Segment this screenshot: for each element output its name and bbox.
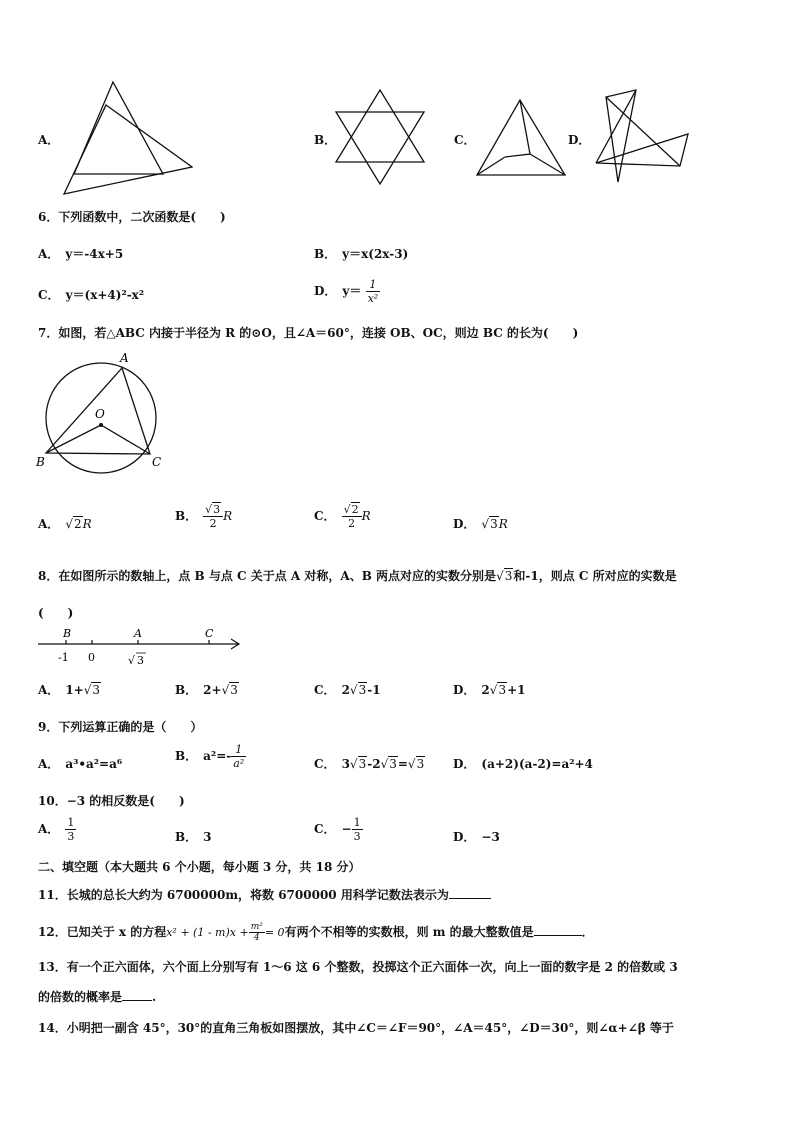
q13-answer-blank[interactable] (122, 988, 152, 1001)
q5-figure-c (475, 97, 570, 179)
q6-option-d: D． y＝ $\frac{1}{\text{x²}}$ (314, 278, 379, 305)
q7-option-a: A． √2R (38, 517, 92, 531)
q8-point-b: B (63, 627, 72, 640)
q9-option-b: B． a²=- $\frac{1}{\text{a²}}$ (175, 743, 245, 770)
q8-stem: 8．在如图所示的数轴上，点 B 与点 C 关于点 A 对称，A、B 两点对应的实数分别是√3和-1，则点 C 所对应的实数是 (38, 569, 677, 583)
q8-tick-sqrt3: 3 (137, 654, 144, 667)
q8-point-a: A (134, 627, 142, 640)
q9-stem: 9．下列运算正确的是（ ） (38, 720, 203, 734)
q11-answer-blank[interactable] (449, 886, 491, 899)
q7-label-b: B (36, 455, 45, 469)
q13-line1: 13．有一个正六面体，六个面上分别写有 1～6 这 6 个整数，投掷这个正六面体一次，向上一面的数字是 2 的倍数或 3 (38, 960, 678, 974)
q5-option-c-label: C． (454, 133, 476, 147)
q5-figure-b (332, 88, 432, 186)
q9-option-c: C． 3√3-2√3=√3 (314, 757, 425, 771)
q9-option-d: D． (a+2)(a-2)=a²+4 (453, 757, 593, 771)
section-heading: 二、填空题（本大题共 6 个小题，每小题 3 分，共 18 分） (38, 860, 361, 874)
q7-option-b: B． $\frac{√3}{2}$ R (175, 503, 233, 530)
q5-figure-a (58, 80, 193, 198)
q6-option-c: C． y＝(x+4)²-x² (38, 288, 145, 302)
q6-d-fraction: $\frac{1}{\text{x²}}$ (367, 278, 379, 305)
q8-option-c: C． 2√3-1 (314, 683, 381, 697)
q8-tick-neg1: -1 (58, 651, 69, 664)
q6-option-b: B． y＝x(2x-3) (314, 247, 409, 261)
q5-figure-d (592, 88, 692, 186)
q7-stem: 7．如图，若△ABC 内接于半径为 R 的⊙O，且∠A＝60°，连接 OB、OC，则边 BC 的长为( ) (38, 326, 579, 340)
q10-option-b: B． 3 (175, 830, 212, 844)
q11: 11．长城的总长大约为 6700000m，将数 6700000 用科学记数法表示为 (38, 886, 491, 903)
q5-option-b-label: B． (314, 133, 337, 147)
q8-point-c: C (205, 627, 214, 640)
q8-tick-zero: 0 (88, 651, 95, 664)
q10-stem: 10．−3 的相反数是( ) (38, 794, 185, 808)
q7-option-d: D． √3R (453, 517, 508, 531)
q14: 14．小明把一副含 45°，30°的直角三角板如图摆放，其中∠C＝∠F＝90°，∠A＝45°，∠D＝30°，则∠α+∠β 等于 (38, 1021, 674, 1035)
q8-paren: ( ) (38, 606, 74, 620)
q8-number-line (36, 624, 246, 670)
q7-label-a: A (120, 351, 129, 365)
q12: 12．已知关于 x 的方程x² + (1 - m)x + $\frac{\text{m²}}{4}$ = 0有两个不相等的实数根，则 m 的最大整数值是 ． (38, 922, 594, 943)
q5-option-a-label: A． (38, 133, 60, 147)
q8-tick-sqrt3-sign: √ (128, 654, 136, 667)
q7-label-o: O (95, 407, 105, 421)
q13-line2: 的倍数的概率是 . (38, 990, 157, 1004)
q6-stem: 6．下列函数中，二次函数是( ) (38, 210, 226, 224)
q8-option-a: A． 1+√3 (38, 683, 101, 697)
q8-option-d: D． 2√3+1 (453, 683, 526, 697)
q7-label-c: C (152, 455, 162, 469)
q6-option-a: A． y＝-4x+5 (38, 247, 124, 261)
q12-answer-blank[interactable] (534, 923, 582, 936)
q5-option-d-label: D． (568, 133, 591, 147)
q10-option-d: D． −3 (453, 830, 500, 844)
q8-option-b: B． 2+√3 (175, 683, 238, 697)
q7-circle-figure (34, 350, 174, 475)
q10-option-a: A． $\frac{1}{3}$ (38, 816, 75, 843)
q10-option-c: C． − $\frac{1}{3}$ (314, 816, 361, 843)
q9-option-a: A． a³•a²=a⁶ (38, 757, 123, 771)
q7-option-c: C． $\frac{√2}{2}$ R (314, 503, 371, 530)
